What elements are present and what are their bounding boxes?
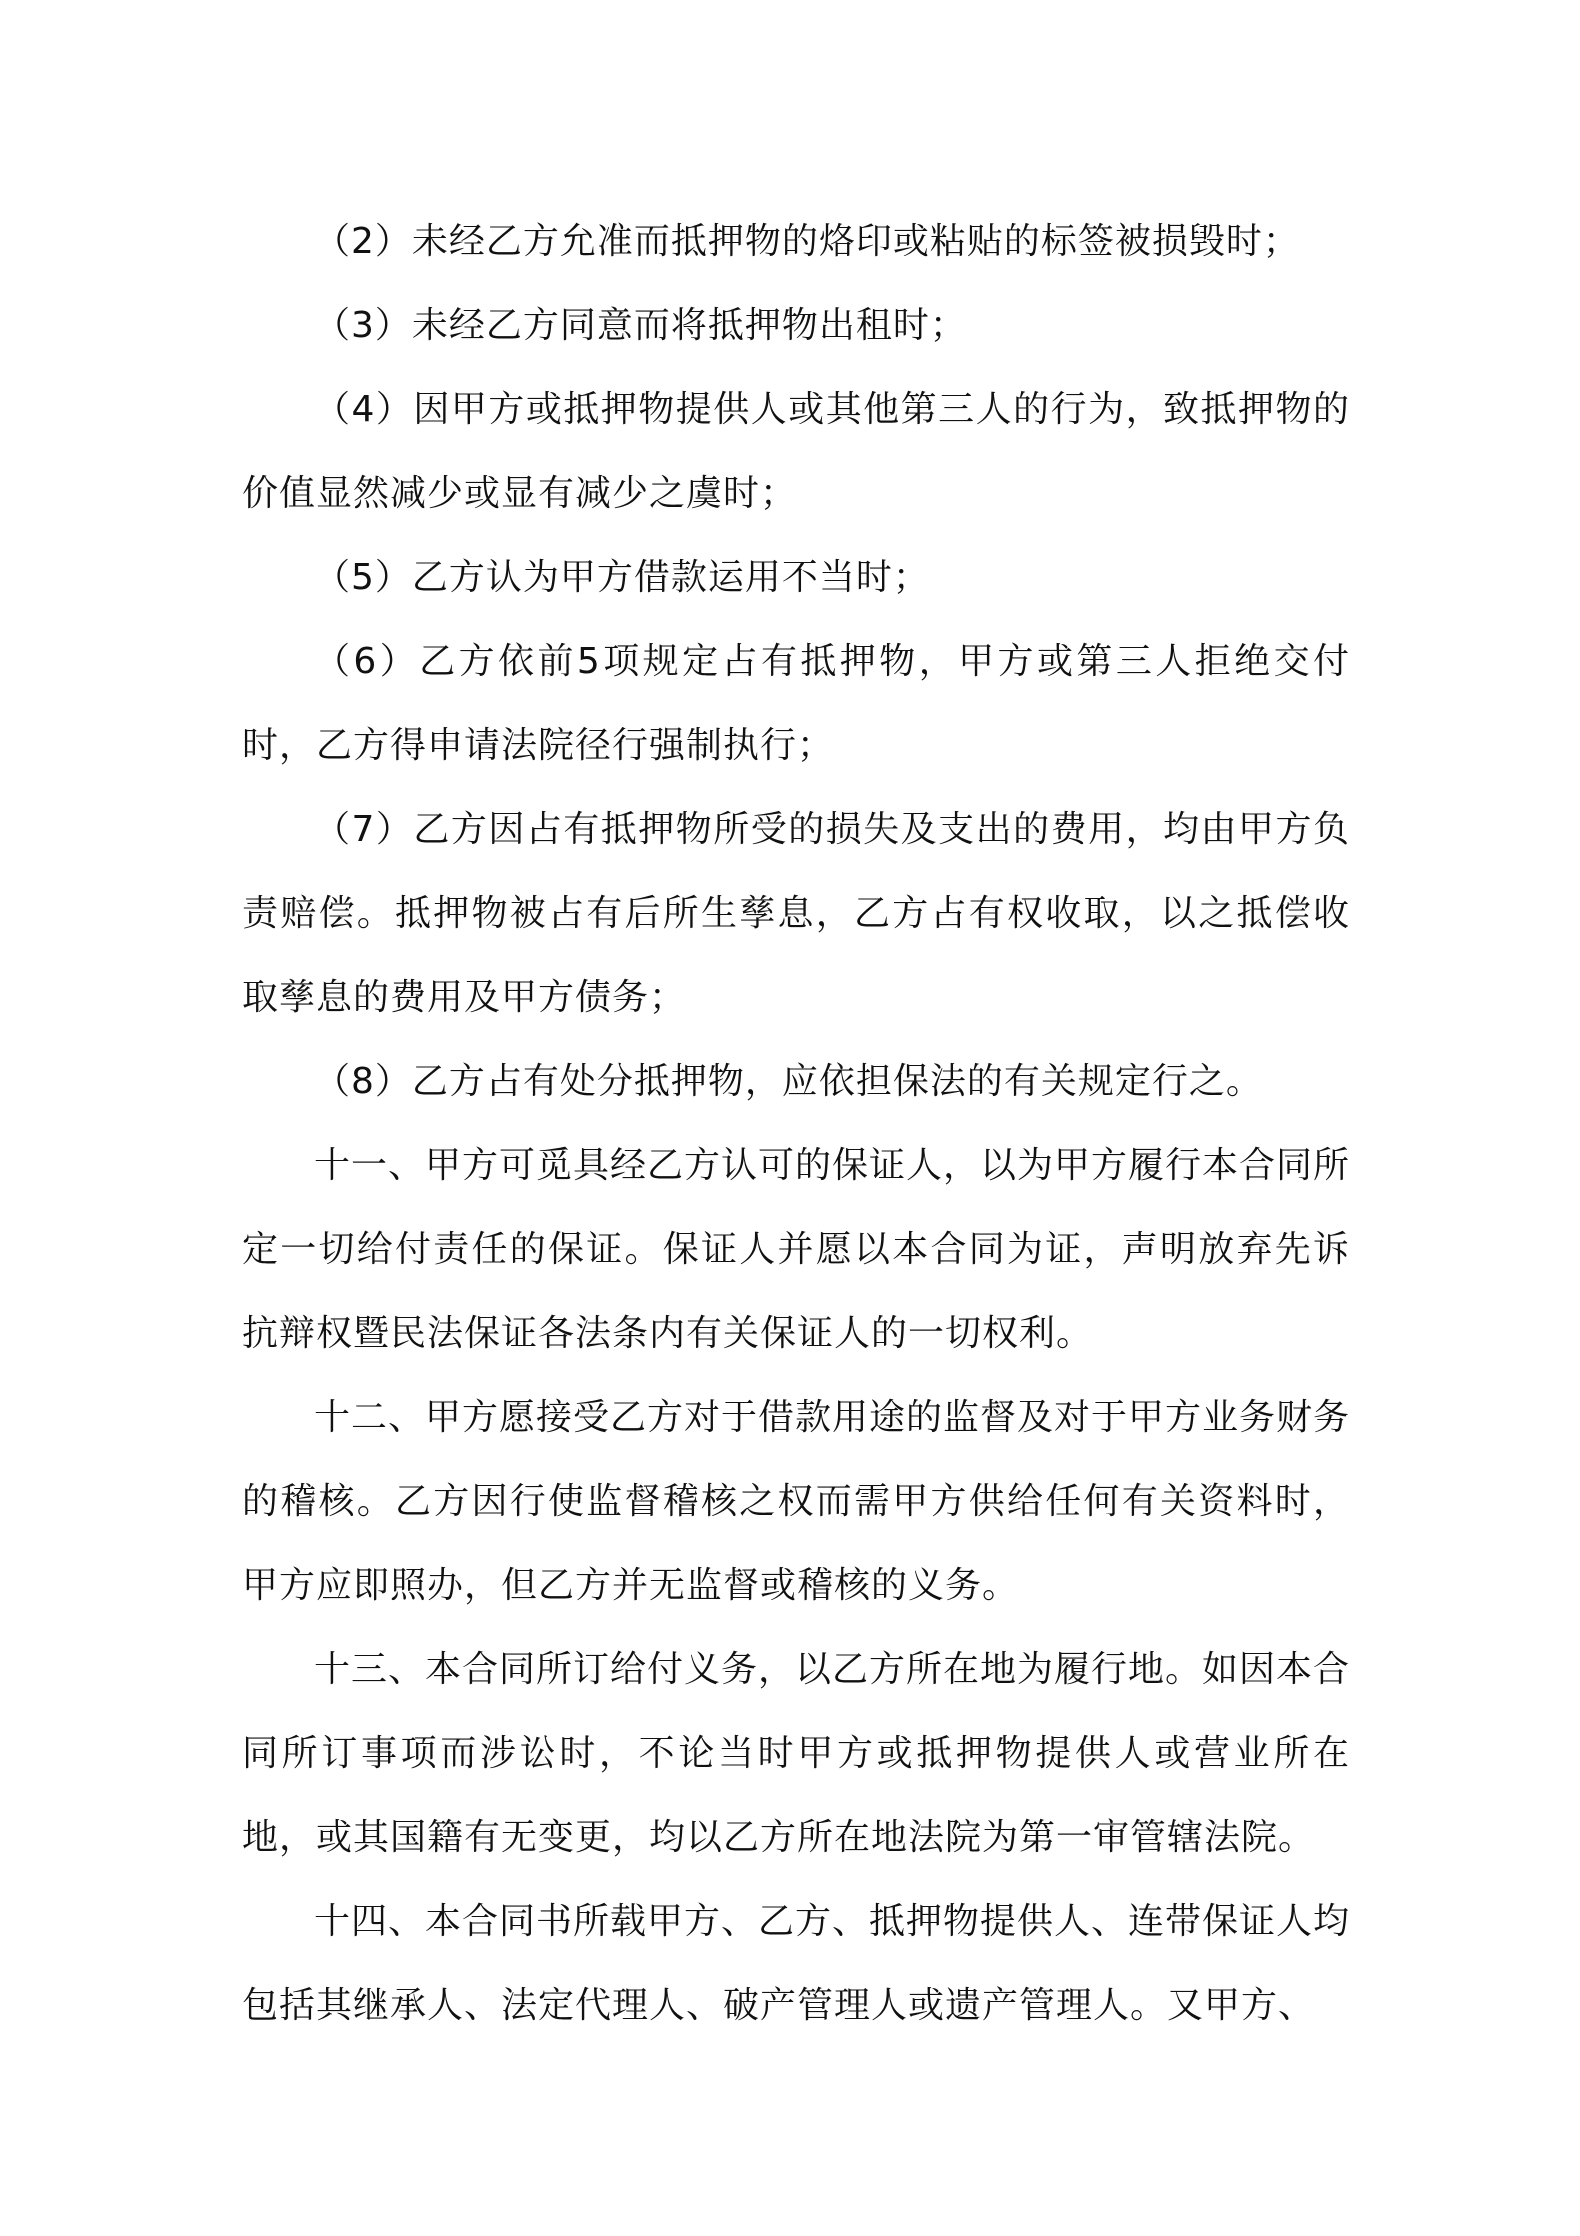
clause-item-7: （7）乙方因占有抵押物所受的损失及支出的费用，均由甲方负责赔偿。抵押物被占有后所生孳息，乙方占有权收取，以之抵偿收取孳息的费用及甲方债务； (242, 809, 1350, 1018)
clause-item-5: （5）乙方认为甲方借款运用不当时； (314, 557, 930, 598)
article-12: 十二、甲方愿接受乙方对于借款用途的监督及对于甲方业务财务的稽核。乙方因行使监督稽核之权而需甲方供给任何有关资料时，甲方应即照办，但乙方并无监督或稽核的义务。 (242, 1397, 1351, 1606)
clause-item-3: （3）未经乙方同意而将抵押物出租时； (314, 305, 967, 346)
article-13: 十三、本合同所订给付义务，以乙方所在地为履行地。如因本合同所订事项而涉讼时，不论当时甲方或抵押物提供人或营业所在地，或其国籍有无变更，均以乙方所在地法院为第一审管辖法院。 (242, 1649, 1351, 1858)
document-body (242, 200, 1350, 2048)
clause-item-6: （6）乙方依前5项规定占有抵押物，甲方或第三人拒绝交付时，乙方得申请法院径行强制执行； (242, 641, 1350, 766)
article-11: 十一、甲方可觅具经乙方认可的保证人，以为甲方履行本合同所定一切给付责任的保证。保证人并愿以本合同为证，声明放弃先诉抗辩权暨民法保证各法条内有关保证人的一切权利。 (242, 1145, 1351, 1354)
clause-item-8: （8）乙方占有处分抵押物，应依担保法的有关规定行之。 (314, 1061, 1263, 1102)
clause-item-2: （2）未经乙方允准而抵押物的烙印或粘贴的标签被损毁时； (314, 221, 1300, 262)
clause-item-4: （4）因甲方或抵押物提供人或其他第三人的行为，致抵押物的价值显然减少或显有减少之虞时； (242, 389, 1350, 514)
article-14: 十四、本合同书所载甲方、乙方、抵押物提供人、连带保证人均包括其继承人、法定代理人、破产管理人或遗产管理人。又甲方、 (242, 1901, 1351, 2026)
